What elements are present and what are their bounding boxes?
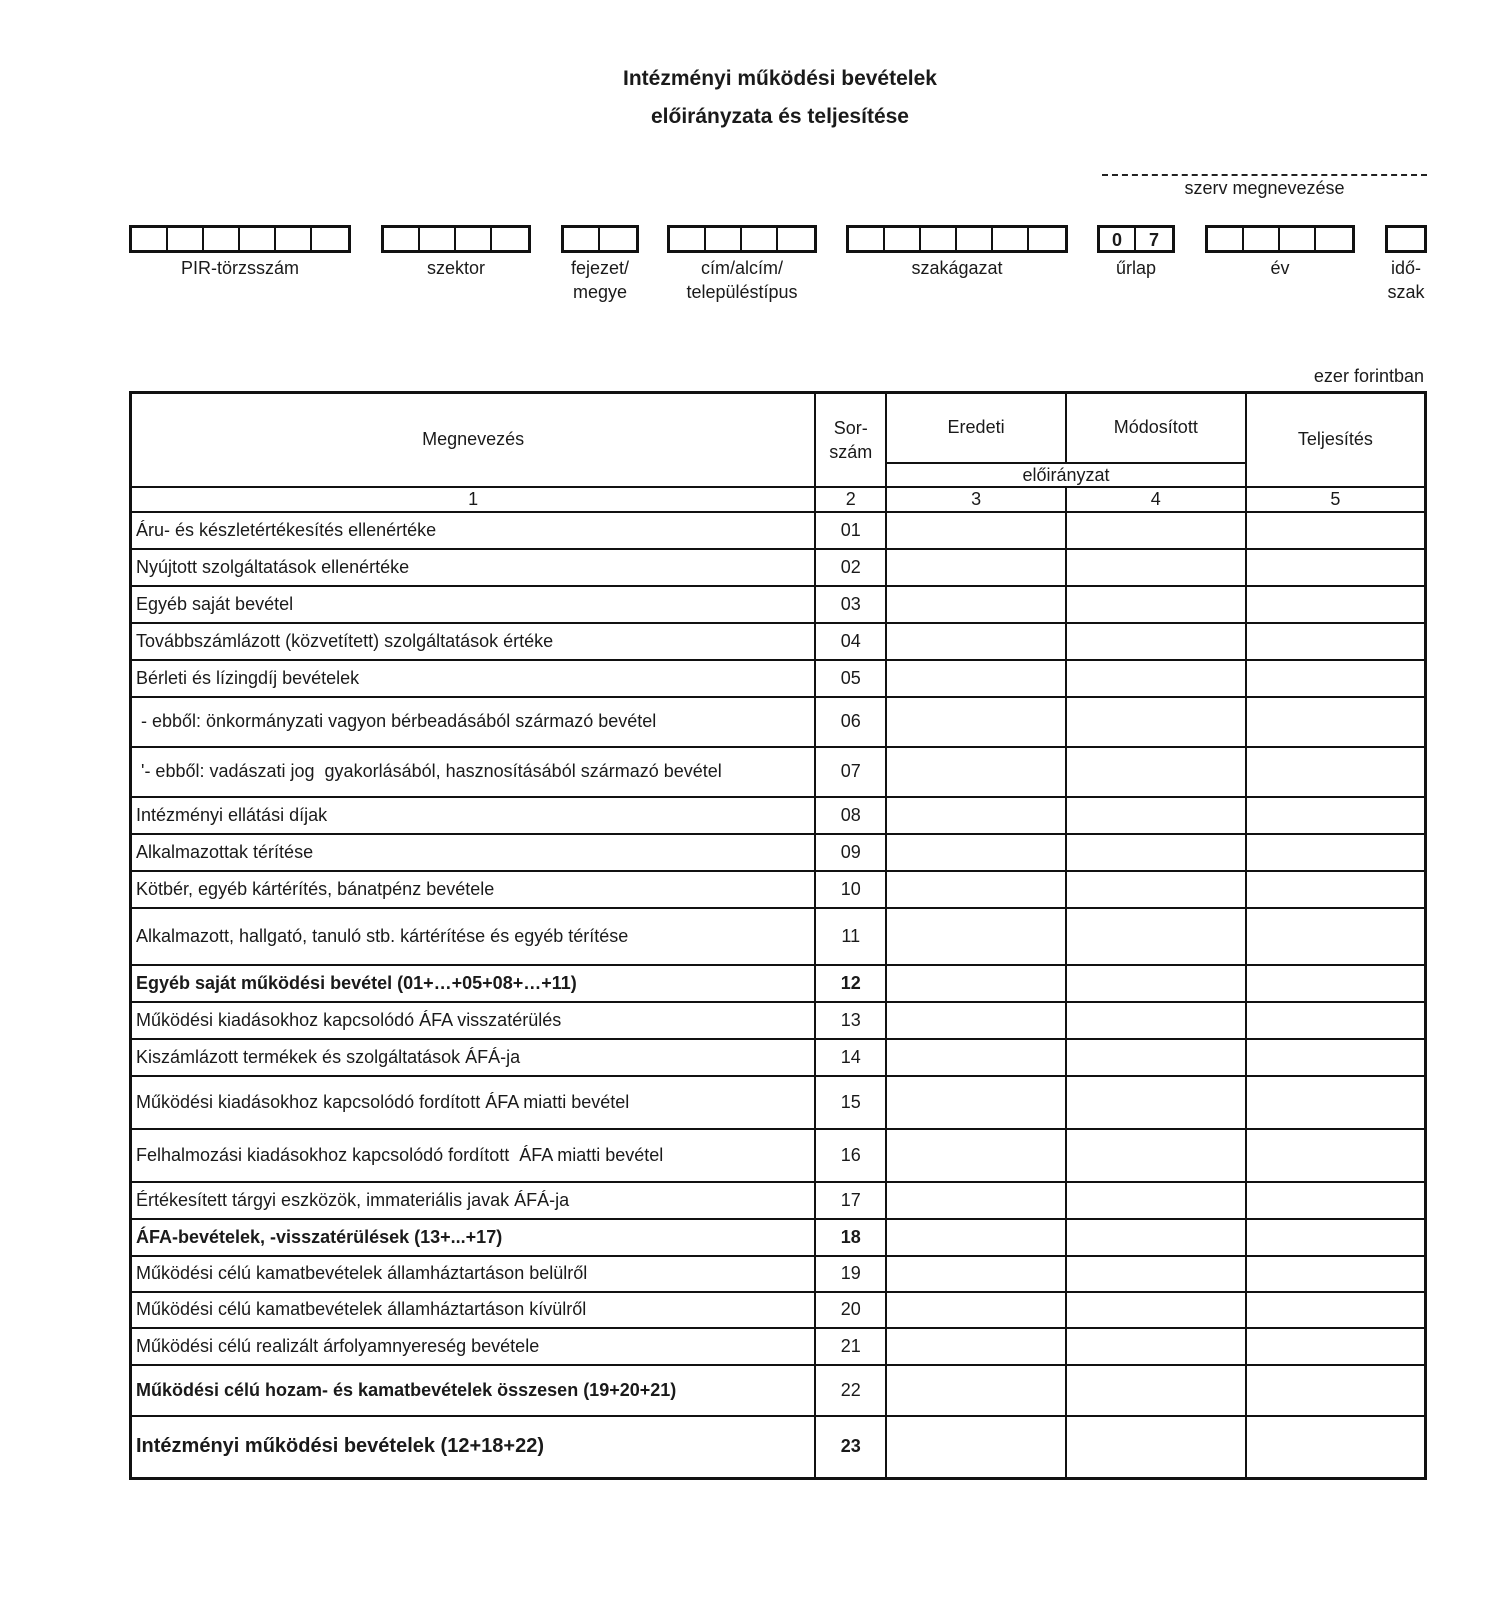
teljesites-cell[interactable] bbox=[1246, 660, 1426, 697]
table-row bbox=[131, 1292, 1426, 1328]
code-box-strip bbox=[1205, 225, 1355, 253]
code-box[interactable] bbox=[742, 228, 778, 250]
modositott-cell[interactable] bbox=[1066, 871, 1246, 908]
row-name: Működési célú kamatbevételek államháztartáson belülről bbox=[131, 1256, 816, 1292]
table-row bbox=[131, 965, 1426, 1002]
row-number: 20 bbox=[815, 1292, 886, 1328]
code-box[interactable] bbox=[1029, 228, 1065, 250]
eredeti-cell[interactable] bbox=[886, 1328, 1066, 1365]
row-name: Működési célú realizált árfolyamnyereség bevétele bbox=[131, 1328, 816, 1365]
table-row bbox=[131, 1182, 1426, 1219]
row-number: 01 bbox=[815, 512, 886, 549]
modositott-cell[interactable] bbox=[1066, 1182, 1246, 1219]
eredeti-cell[interactable] bbox=[886, 965, 1066, 1002]
code-box[interactable]: 7 bbox=[1148, 230, 1159, 250]
row-name: Egyéb saját bevétel bbox=[131, 586, 816, 623]
code-group-label: év bbox=[1270, 258, 1290, 278]
code-group-label: PIR-törzsszám bbox=[180, 258, 299, 278]
teljesites-cell[interactable] bbox=[1246, 586, 1426, 623]
eredeti-cell[interactable] bbox=[886, 660, 1066, 697]
row-name: Egyéb saját működési bevétel (01+…+05+08+…+11) bbox=[131, 965, 816, 1002]
row-name: Működési kiadásokhoz kapcsolódó ÁFA visszatérülés bbox=[131, 1002, 816, 1039]
code-group-label: fejezet/ megye bbox=[570, 258, 630, 302]
modositott-cell[interactable] bbox=[1066, 623, 1246, 660]
table-row bbox=[131, 1328, 1426, 1365]
modositott-cell[interactable] bbox=[1066, 512, 1246, 549]
row-number: 11 bbox=[815, 908, 886, 965]
row-number: 18 bbox=[815, 1219, 886, 1256]
code-group bbox=[381, 225, 531, 280]
modositott-cell[interactable] bbox=[1066, 549, 1246, 586]
eredeti-cell[interactable] bbox=[886, 512, 1066, 549]
modositott-cell[interactable] bbox=[1066, 747, 1246, 797]
teljesites-cell[interactable] bbox=[1246, 1292, 1426, 1328]
document-title bbox=[0, 60, 1488, 136]
code-box[interactable] bbox=[706, 228, 742, 250]
row-name: Működési kiadásokhoz kapcsolódó fordított ÁFA miatti bevétel bbox=[131, 1076, 816, 1129]
code-group bbox=[129, 225, 351, 280]
code-box[interactable] bbox=[1388, 228, 1424, 250]
code-group bbox=[846, 225, 1068, 280]
table-row bbox=[131, 1256, 1426, 1292]
modositott-cell[interactable] bbox=[1066, 1219, 1246, 1256]
teljesites-cell[interactable] bbox=[1246, 1416, 1426, 1479]
column-number: 3 bbox=[886, 487, 1066, 512]
table-row bbox=[131, 660, 1426, 697]
code-box[interactable] bbox=[564, 228, 600, 250]
code-group-label: szakágazat bbox=[911, 258, 1003, 278]
teljesites-cell[interactable] bbox=[1246, 965, 1426, 1002]
code-box[interactable]: 0 bbox=[1100, 228, 1136, 250]
modositott-cell[interactable] bbox=[1066, 834, 1246, 871]
row-number: 09 bbox=[815, 834, 886, 871]
teljesites-cell[interactable] bbox=[1246, 871, 1426, 908]
organization-name-label: szerv megnevezése bbox=[1184, 178, 1345, 198]
organization-name-line bbox=[1102, 174, 1427, 176]
code-group-label: űrlap bbox=[1115, 258, 1157, 278]
modositott-cell[interactable] bbox=[1066, 1002, 1246, 1039]
code-box-strip bbox=[667, 225, 817, 253]
table-row bbox=[131, 834, 1426, 871]
eredeti-cell[interactable] bbox=[886, 1256, 1066, 1292]
code-group bbox=[561, 225, 639, 304]
code-box-strip bbox=[846, 225, 1068, 253]
eredeti-cell[interactable] bbox=[886, 697, 1066, 747]
eredeti-cell[interactable] bbox=[886, 797, 1066, 834]
column-number: 2 bbox=[815, 487, 886, 512]
row-name: Intézményi ellátási díjak bbox=[131, 797, 816, 834]
code-box[interactable] bbox=[456, 228, 492, 250]
modositott-cell[interactable] bbox=[1066, 586, 1246, 623]
title-line-2: előirányzata és teljesítése bbox=[651, 105, 909, 128]
row-name: Intézményi működési bevételek (12+18+22) bbox=[131, 1416, 816, 1479]
modositott-cell[interactable] bbox=[1066, 1129, 1246, 1182]
code-box-strip bbox=[561, 225, 639, 253]
eredeti-cell[interactable] bbox=[886, 549, 1066, 586]
row-name: Alkalmazottak térítése bbox=[131, 834, 816, 871]
teljesites-cell[interactable] bbox=[1246, 797, 1426, 834]
row-number: 22 bbox=[815, 1365, 886, 1416]
row-number: 14 bbox=[815, 1039, 886, 1076]
column-number: 5 bbox=[1246, 487, 1426, 512]
modositott-cell[interactable] bbox=[1066, 1365, 1246, 1416]
table-row bbox=[131, 549, 1426, 586]
eredeti-cell[interactable] bbox=[886, 747, 1066, 797]
eredeti-cell[interactable] bbox=[886, 908, 1066, 965]
code-box[interactable] bbox=[1280, 228, 1316, 250]
code-box[interactable] bbox=[492, 228, 528, 250]
teljesites-cell[interactable] bbox=[1246, 1076, 1426, 1129]
row-name: Kiszámlázott termékek és szolgáltatások ÁFÁ-ja bbox=[131, 1039, 816, 1076]
teljesites-cell[interactable] bbox=[1246, 623, 1426, 660]
eredeti-cell[interactable] bbox=[886, 1182, 1066, 1219]
table-row bbox=[131, 1076, 1426, 1129]
eredeti-cell[interactable] bbox=[886, 1292, 1066, 1328]
row-number: 15 bbox=[815, 1076, 886, 1129]
row-name: '- ebből: vadászati jog gyakorlásából, hasznosításából származó bevétel bbox=[131, 747, 816, 797]
code-box[interactable] bbox=[276, 228, 312, 250]
row-number: 23 bbox=[815, 1416, 886, 1479]
code-box[interactable] bbox=[132, 228, 168, 250]
row-number: 17 bbox=[815, 1182, 886, 1219]
row-name: Áru- és készletértékesítés ellenértéke bbox=[131, 512, 816, 549]
table-row bbox=[131, 1365, 1426, 1416]
code-box-strip bbox=[1385, 225, 1427, 253]
eredeti-cell[interactable] bbox=[886, 1219, 1066, 1256]
table-row bbox=[131, 1002, 1426, 1039]
teljesites-cell[interactable] bbox=[1246, 1256, 1426, 1292]
code-box-strip bbox=[381, 225, 531, 253]
eredeti-cell[interactable] bbox=[886, 1039, 1066, 1076]
header-eredeti: Eredeti bbox=[886, 393, 1066, 463]
teljesites-cell[interactable] bbox=[1246, 1328, 1426, 1365]
header-modositott: Módosított bbox=[1066, 393, 1246, 463]
code-box-strip bbox=[1097, 225, 1175, 253]
code-box[interactable] bbox=[1244, 228, 1280, 250]
teljesites-cell[interactable] bbox=[1246, 1002, 1426, 1039]
eredeti-cell[interactable] bbox=[886, 586, 1066, 623]
code-box[interactable] bbox=[168, 228, 204, 250]
code-box[interactable] bbox=[384, 228, 420, 250]
code-group bbox=[1097, 225, 1175, 280]
row-name: Továbbszámlázott (közvetített) szolgáltatások értéke bbox=[131, 623, 816, 660]
eredeti-cell[interactable] bbox=[886, 1416, 1066, 1479]
code-box[interactable] bbox=[921, 228, 957, 250]
teljesites-cell[interactable] bbox=[1246, 512, 1426, 549]
row-number: 19 bbox=[815, 1256, 886, 1292]
code-group bbox=[667, 225, 817, 304]
modositott-cell[interactable] bbox=[1066, 965, 1246, 1002]
row-name: Működési célú hozam- és kamatbevételek összesen (19+20+21) bbox=[131, 1365, 816, 1416]
code-group-label: idő- szak bbox=[1387, 258, 1425, 302]
row-name: Felhalmozási kiadásokhoz kapcsolódó fordított ÁFA miatti bevétel bbox=[131, 1129, 816, 1182]
row-number: 03 bbox=[815, 586, 886, 623]
row-number: 05 bbox=[815, 660, 886, 697]
teljesites-cell[interactable] bbox=[1246, 549, 1426, 586]
modositott-cell[interactable] bbox=[1066, 797, 1246, 834]
row-name: Működési célú kamatbevételek államháztartáson kívülről bbox=[131, 1292, 816, 1328]
column-number-row bbox=[131, 487, 1426, 512]
table-row bbox=[131, 747, 1426, 797]
code-group-label: szektor bbox=[426, 258, 486, 278]
row-name: Alkalmazott, hallgató, tanuló stb. kártérítése és egyéb térítése bbox=[131, 908, 816, 965]
code-box[interactable] bbox=[420, 228, 456, 250]
table-row bbox=[131, 512, 1426, 549]
table-row bbox=[131, 1129, 1426, 1182]
teljesites-cell[interactable] bbox=[1246, 1129, 1426, 1182]
teljesites-cell[interactable] bbox=[1246, 1365, 1426, 1416]
modositott-cell[interactable] bbox=[1066, 697, 1246, 747]
title-line-1: Intézményi működési bevételek bbox=[623, 67, 937, 90]
row-number: 12 bbox=[815, 965, 886, 1002]
code-box[interactable] bbox=[993, 228, 1029, 250]
eredeti-cell[interactable] bbox=[886, 1365, 1066, 1416]
table-row bbox=[131, 697, 1426, 747]
row-name: Bérleti és lízingdíj bevételek bbox=[131, 660, 816, 697]
code-group bbox=[1385, 225, 1427, 304]
teljesites-cell[interactable] bbox=[1246, 1219, 1426, 1256]
teljesites-cell[interactable] bbox=[1246, 697, 1426, 747]
table-row bbox=[131, 908, 1426, 965]
modositott-cell[interactable] bbox=[1066, 1416, 1246, 1479]
teljesites-cell[interactable] bbox=[1246, 1182, 1426, 1219]
header-teljesites: Teljesítés bbox=[1246, 393, 1426, 487]
column-number: 1 bbox=[131, 487, 816, 512]
eredeti-cell[interactable] bbox=[886, 623, 1066, 660]
table-row bbox=[131, 586, 1426, 623]
code-group-label: cím/alcím/ településtípus bbox=[686, 258, 798, 302]
row-name: - ebből: önkormányzati vagyon bérbeadásából származó bevétel bbox=[131, 697, 816, 747]
row-name: ÁFA-bevételek, -visszatérülések (13+...+17) bbox=[131, 1219, 816, 1256]
modositott-cell[interactable] bbox=[1066, 1076, 1246, 1129]
code-box[interactable] bbox=[1316, 228, 1352, 250]
row-number: 06 bbox=[815, 697, 886, 747]
header-eloiranyzat: előirányzat bbox=[886, 463, 1245, 487]
eredeti-cell[interactable] bbox=[886, 871, 1066, 908]
header-megnevezes: Megnevezés bbox=[131, 393, 816, 487]
code-box-strip bbox=[129, 225, 351, 253]
code-box[interactable] bbox=[600, 228, 636, 250]
teljesites-cell[interactable] bbox=[1246, 908, 1426, 965]
modositott-cell[interactable] bbox=[1066, 660, 1246, 697]
eredeti-cell[interactable] bbox=[886, 1076, 1066, 1129]
table-row bbox=[131, 1416, 1426, 1479]
eredeti-cell[interactable] bbox=[886, 834, 1066, 871]
header-sorszam: Sor- szám bbox=[815, 393, 886, 487]
code-box[interactable] bbox=[240, 228, 276, 250]
modositott-cell[interactable] bbox=[1066, 1256, 1246, 1292]
column-number: 4 bbox=[1066, 487, 1246, 512]
code-group bbox=[1205, 225, 1355, 280]
row-number: 08 bbox=[815, 797, 886, 834]
table-row bbox=[131, 797, 1426, 834]
table-row bbox=[131, 1039, 1426, 1076]
teljesites-cell[interactable] bbox=[1246, 1039, 1426, 1076]
row-number: 16 bbox=[815, 1129, 886, 1182]
unit-label: ezer forintban bbox=[1313, 366, 1424, 386]
eredeti-cell[interactable] bbox=[886, 1129, 1066, 1182]
row-number: 04 bbox=[815, 623, 886, 660]
code-box[interactable] bbox=[670, 228, 706, 250]
row-name: Nyújtott szolgáltatások ellenértéke bbox=[131, 549, 816, 586]
code-box[interactable] bbox=[204, 228, 240, 250]
code-box[interactable] bbox=[312, 228, 348, 250]
organization-name-field[interactable] bbox=[1102, 174, 1427, 199]
modositott-cell[interactable] bbox=[1066, 1328, 1246, 1365]
row-number: 10 bbox=[815, 871, 886, 908]
teljesites-cell[interactable] bbox=[1246, 747, 1426, 797]
teljesites-cell[interactable] bbox=[1246, 834, 1426, 871]
code-box[interactable] bbox=[778, 228, 814, 250]
modositott-cell[interactable] bbox=[1066, 1039, 1246, 1076]
table-row bbox=[131, 871, 1426, 908]
revenue-table bbox=[129, 391, 1427, 1480]
row-number: 21 bbox=[815, 1328, 886, 1365]
row-number: 07 bbox=[815, 747, 886, 797]
row-number: 13 bbox=[815, 1002, 886, 1039]
eredeti-cell[interactable] bbox=[886, 1002, 1066, 1039]
code-box[interactable] bbox=[957, 228, 993, 250]
code-box[interactable] bbox=[849, 228, 885, 250]
modositott-cell[interactable] bbox=[1066, 1292, 1246, 1328]
modositott-cell[interactable] bbox=[1066, 908, 1246, 965]
table-row bbox=[131, 1219, 1426, 1256]
row-name: Kötbér, egyéb kártérítés, bánatpénz bevétele bbox=[131, 871, 816, 908]
row-number: 02 bbox=[815, 549, 886, 586]
code-box[interactable] bbox=[885, 228, 921, 250]
code-box[interactable] bbox=[1208, 228, 1244, 250]
row-name: Értékesített tárgyi eszközök, immateriális javak ÁFÁ-ja bbox=[131, 1182, 816, 1219]
table-row bbox=[131, 623, 1426, 660]
